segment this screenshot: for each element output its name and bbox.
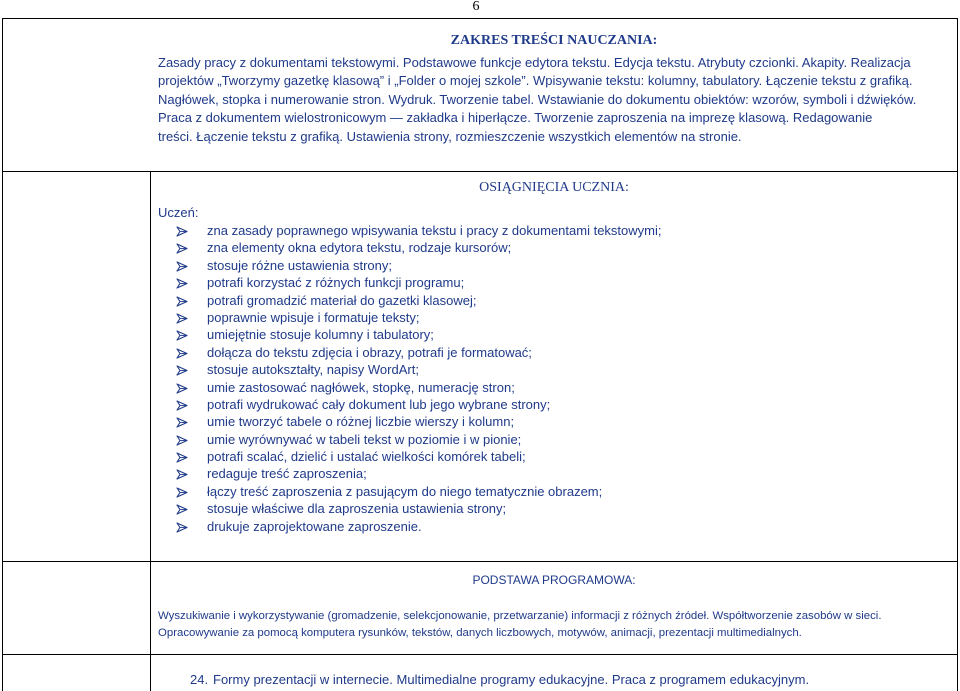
skills-list-item [176,500,946,517]
skills-list-item-text: potrafi gromadzić materiał do gazetki klasowej; [207,292,477,308]
skills-list-item-text: stosuje autokształty, napisy WordArt; [207,362,419,378]
skills-list [176,222,946,535]
skills-list-item [176,361,946,378]
footer-row-number: 24. [190,672,209,687]
arrow-bullet-icon [176,435,188,446]
zakres-line: projektów „Tworzymy gazetkę klasową” i „Folder o mojej szkole”. Wpisywanie tekstu: kolumny, tabulatory. Łączenie tekstu z grafiką. [158,73,913,89]
skills-list-item [176,379,946,396]
footer-row-text: Formy prezentacji w internecie. Multimedialne programy edukacyjne. Praca z programem edukacyjnym. [213,672,810,687]
arrow-bullet-icon [176,452,188,463]
zakres-paragraph [158,54,950,146]
arrow-bullet-icon [176,383,188,394]
skills-list-item-text: umie wyrównywać w tabeli tekst w poziomie i w pionie; [207,431,522,447]
arrow-bullet-icon [176,296,188,307]
skills-list-item [176,448,946,465]
arrow-bullet-icon [176,243,188,254]
skills-list-item-text: stosuje różne ustawienia strony; [207,257,392,273]
skills-list-item [176,274,946,291]
arrow-bullet-icon [176,330,188,341]
zakres-line: Praca z dokumentem wielostronicowym — zakładka i hiperłącze. Tworzenie zaproszenia na imprezę klasową. Redagowanie [158,110,873,126]
skills-list-item-text: potrafi wydrukować cały dokument lub jego wybrane strony; [207,396,551,412]
arrow-bullet-icon [176,400,188,411]
skills-list-item-text: zna zasady poprawnego wpisywania tekstu i pracy z dokumentami tekstowymi; [207,223,662,238]
skills-list-item-text: umie zastosować nagłówek, stopkę, numerację stron; [207,379,515,395]
podstawa-heading: PODSTAWA PROGRAMOWA: [472,573,636,587]
zakres-line: Zasady pracy z dokumentami tekstowymi. Podstawowe funkcje edytora tekstu. Edycja tekstu. Atrybuty czcionki. Akapity. Realizacja [158,55,911,70]
skills-list-item [176,239,946,256]
skills-list-item [176,257,946,274]
skills-list-item [176,518,946,535]
footer-row [190,672,809,687]
page-number: 6 [472,0,480,14]
row-divider-2 [2,561,958,562]
arrow-bullet-icon [176,504,188,515]
skills-list-item [176,396,946,413]
skills-list-item-text: drukuje zaprojektowane zaproszenie. [207,518,422,534]
skills-list-item-text: stosuje właściwe dla zaproszenia ustawienia strony; [207,501,507,517]
skills-list-item [176,309,946,326]
row-divider-3 [2,654,958,655]
footer-column-divider [150,654,151,691]
arrow-bullet-icon [176,348,188,359]
skills-list-item [176,465,946,482]
osiagniecia-heading: OSIĄGNIĘCIA UCZNIA: [479,180,629,195]
arrow-bullet-icon [176,522,188,533]
zakres-heading: ZAKRES TREŚCI NAUCZANIA: [450,33,658,48]
skills-list-item-text: umie tworzyć tabele o różnej liczbie wierszy i kolumn; [207,414,515,430]
zakres-line: treści. Łączenie tekstu z grafiką. Ustawienia strony, rozmieszczenie wszystkich elementów na stronie. [158,128,742,144]
left-column-divider [150,171,151,691]
podstawa-line: Wyszukiwanie i wykorzystywanie (gromadzenie, selekcjonowanie, przetwarzanie) informacji z różnych źródeł. Współtworzenie zasobów w sieci. [158,610,882,622]
skills-list-item-text: potrafi korzystać z różnych funkcji programu; [207,275,465,291]
skills-list-item [176,344,946,361]
skills-list-item-text: łączy treść zaproszenia z pasującym do niego tematycznie obrazem; [207,483,603,499]
zakres-line: Nagłówek, stopka i numerowanie stron. Wydruk. Tworzenie tabel. Wstawianie do dokumentu obiektów: wzorów, symboli i dźwięków. [158,91,917,107]
arrow-bullet-icon [176,469,188,480]
skills-list-item [176,292,946,309]
skills-list-item [176,326,946,343]
arrow-bullet-icon [176,365,188,376]
arrow-bullet-icon [176,487,188,498]
skills-list-item-text: zna elementy okna edytora tekstu, rodzaje kursorów; [207,240,512,256]
skills-list-item-text: poprawnie wpisuje i formatuje teksty; [207,309,420,325]
skills-list-item-text: redaguje treść zaproszenia; [207,466,367,482]
uczen-label: Uczeń: [158,205,199,220]
skills-list-item-text: potrafi scalać, dzielić i ustalać wielkości komórek tabeli; [207,449,526,465]
skills-list-item [176,222,946,239]
skills-list-item-text: dołącza do tekstu zdjęcia i obrazy, potrafi je formatować; [207,344,532,360]
arrow-bullet-icon [176,261,188,272]
arrow-bullet-icon [176,278,188,289]
arrow-bullet-icon [176,226,188,237]
podstawa-paragraph [158,608,950,642]
skills-list-item [176,431,946,448]
skills-list-item [176,413,946,430]
arrow-bullet-icon [176,313,188,324]
podstawa-line: Opracowywanie za pomocą komputera rysunków, tekstów, danych liczbowych, motywów, animacji, prezentacji multimedialnych. [158,627,802,639]
skills-list-item [176,483,946,500]
arrow-bullet-icon [176,417,188,428]
skills-list-item-text: umiejętnie stosuje kolumny i tabulatory; [207,327,434,343]
row-divider-1 [2,171,958,172]
